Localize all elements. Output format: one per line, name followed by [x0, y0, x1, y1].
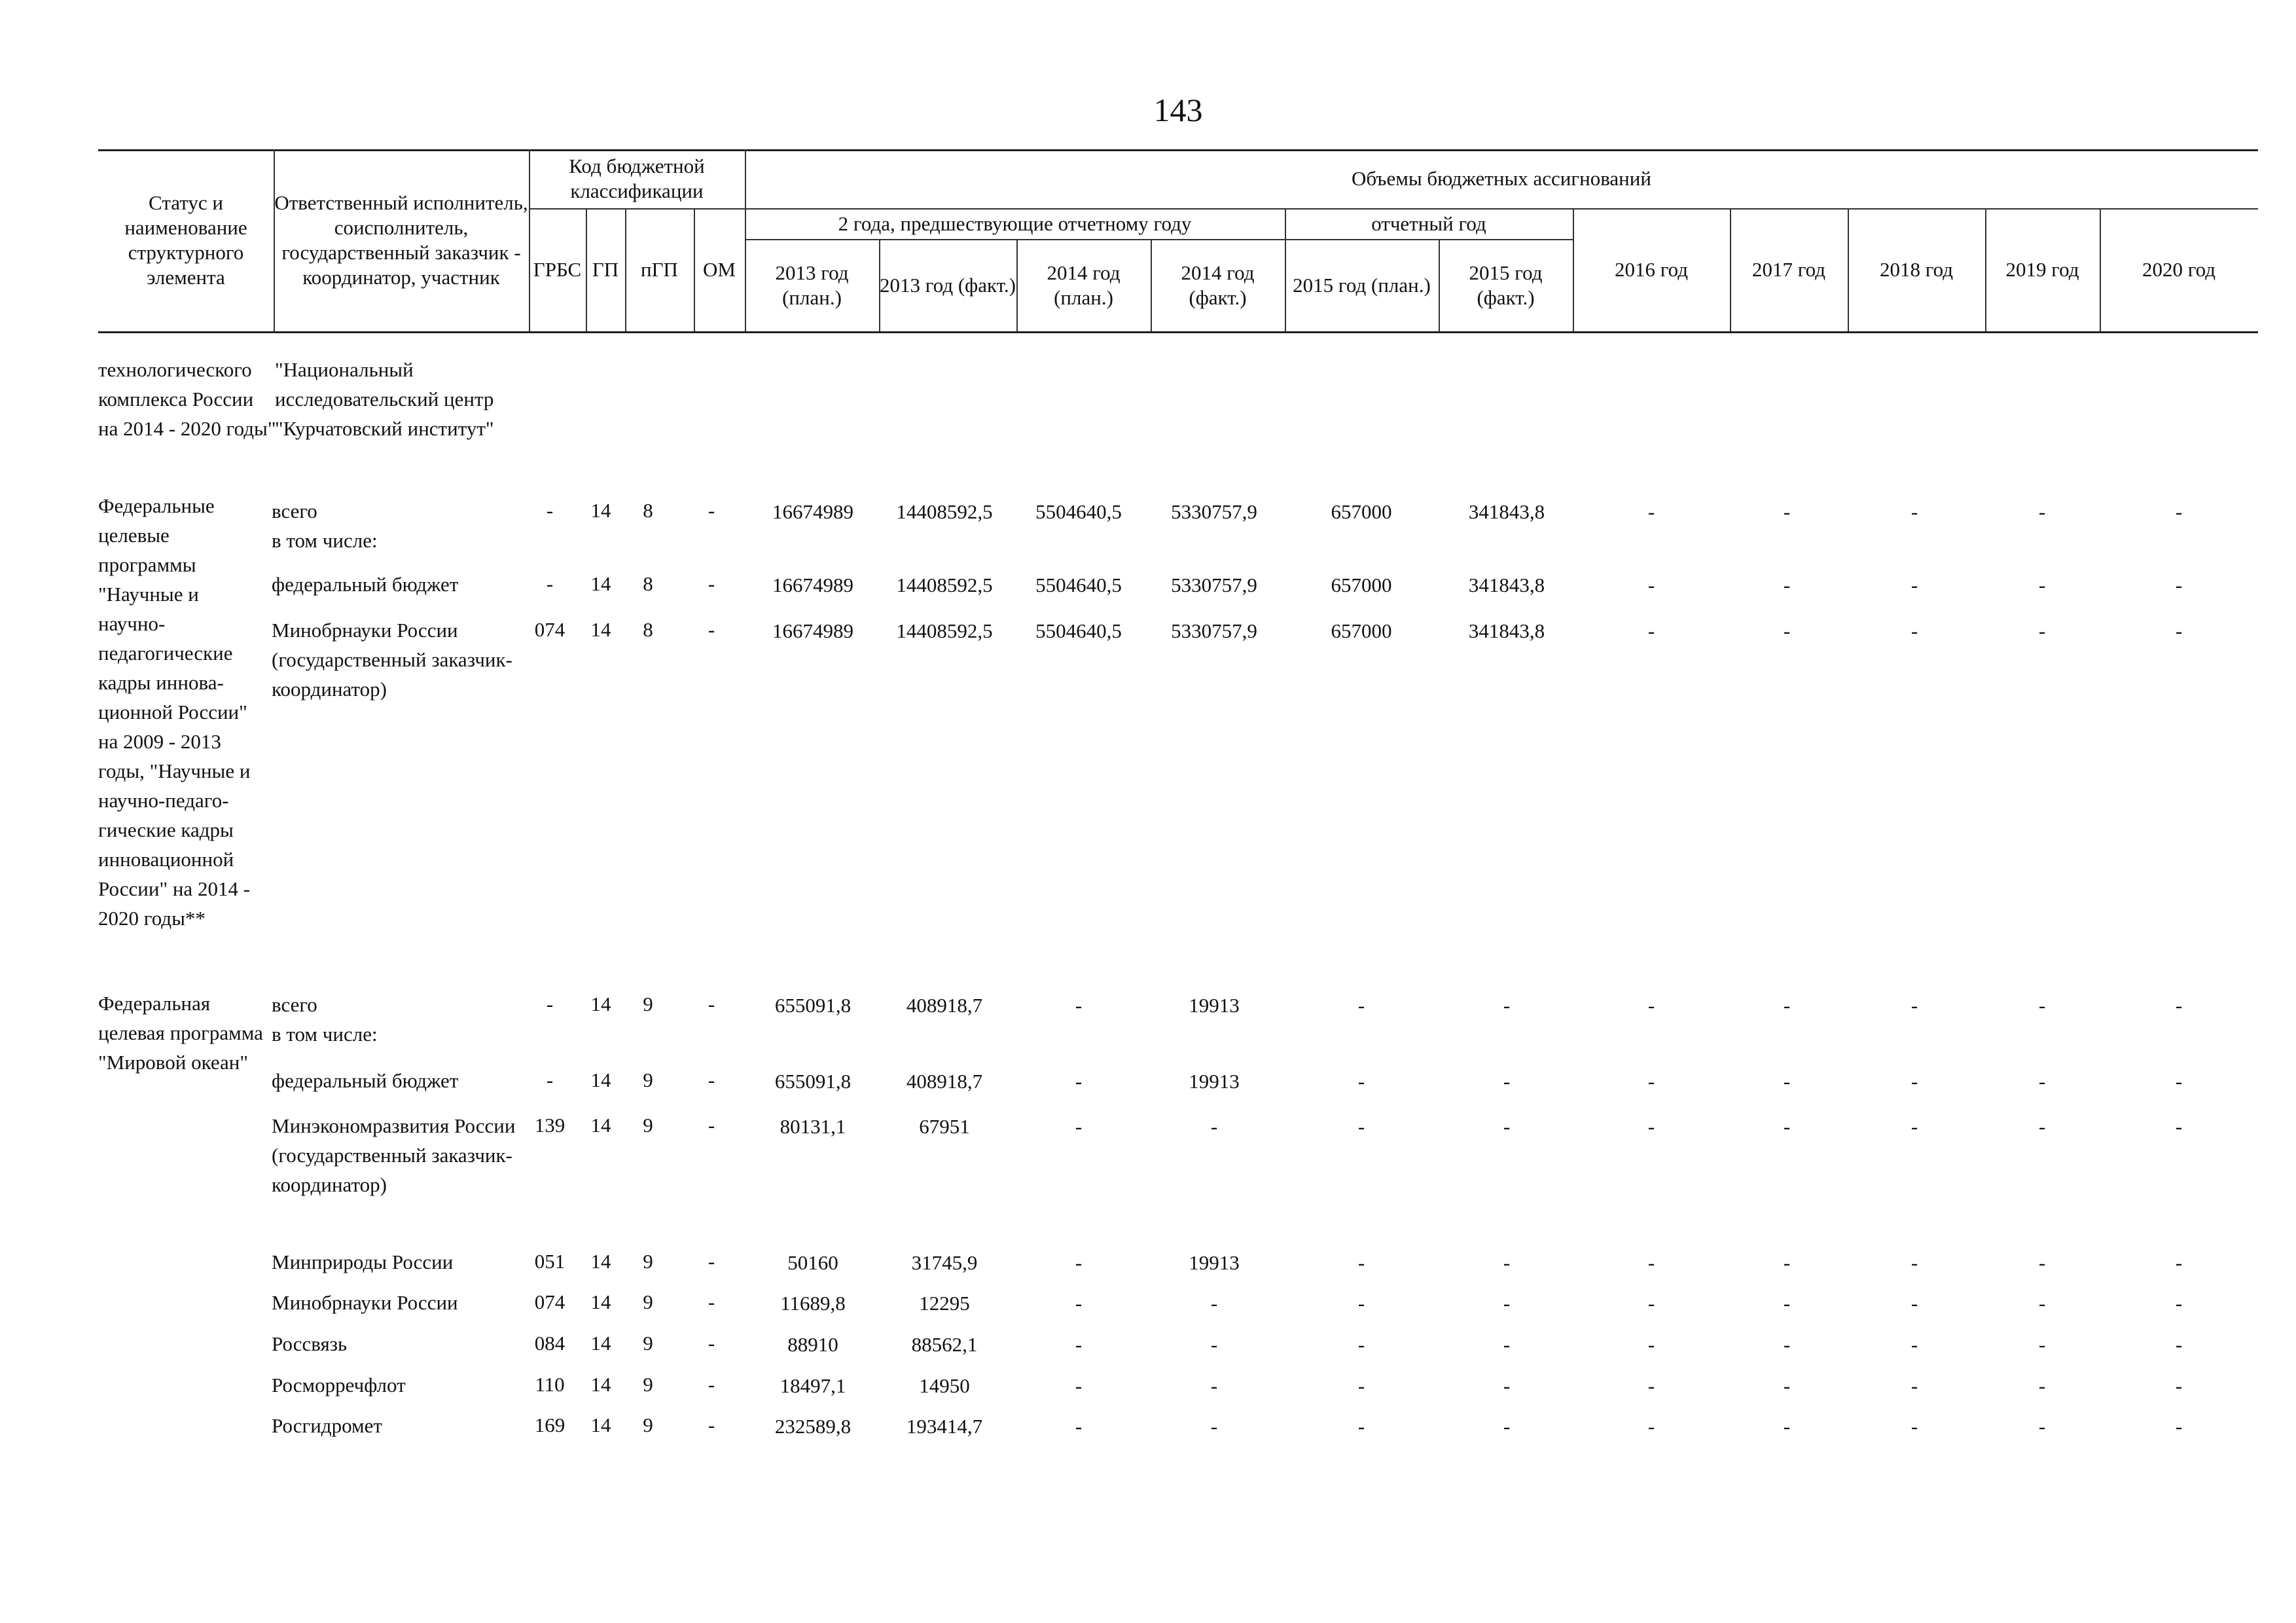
row-code: - [708, 1250, 715, 1273]
row-code: 051 [534, 1250, 565, 1273]
row-value: - [2175, 500, 2183, 523]
row-name: Росморречфлот [272, 1374, 406, 1396]
row-value: - [1647, 1251, 1655, 1274]
header-year-col: 2015 год (факт.) [1469, 261, 1543, 309]
row-value: - [2038, 1251, 2046, 1274]
header-status: Статус и наименование структурного элемента [124, 191, 247, 289]
row-code: 9 [643, 1332, 653, 1355]
row-value: - [1075, 994, 1083, 1017]
row-value: - [1503, 994, 1511, 1017]
row-value: - [2175, 1374, 2183, 1397]
row-code: - [546, 993, 554, 1015]
row-code: - [708, 1290, 715, 1313]
row-value: - [2038, 1292, 2046, 1315]
row-name: Росгидромет [272, 1414, 382, 1437]
row-code: - [546, 1068, 554, 1091]
row-value: - [1075, 1333, 1083, 1356]
row-value: - [2175, 994, 2183, 1017]
row-value: - [1910, 1374, 1918, 1397]
row-value: 16674989 [772, 574, 853, 596]
row-value: - [1783, 619, 1791, 642]
row-value: - [1783, 994, 1791, 1017]
row-value: - [2175, 1070, 2183, 1093]
row-value: 655091,8 [774, 1070, 852, 1093]
row-code: 169 [534, 1413, 565, 1436]
row-value: - [2175, 619, 2183, 642]
block2-status: Федеральная целевая программа "Мировой океан" [98, 992, 263, 1074]
row-name: федеральный бюджет [272, 573, 459, 596]
row-code: 9 [643, 1114, 653, 1137]
row-code: - [708, 1332, 715, 1355]
header-code-grbs: ГРБС [533, 258, 582, 281]
row-code: - [708, 1373, 715, 1396]
row-value: - [1783, 1251, 1791, 1274]
row-value: - [1075, 1415, 1083, 1438]
row-value: - [1647, 1333, 1655, 1356]
row-code: 14 [590, 993, 611, 1015]
row-value: - [1783, 1292, 1791, 1315]
row-value: - [1210, 1292, 1218, 1315]
row-code: 14 [590, 1373, 611, 1396]
row-code: 110 [535, 1373, 565, 1396]
row-code: 14 [590, 1250, 611, 1273]
row-value: 408918,7 [906, 994, 983, 1017]
row-value: - [1357, 1374, 1365, 1397]
row-code: 14 [590, 618, 611, 641]
header-code-pgp: пГП [641, 258, 678, 281]
row-value: - [2175, 1292, 2183, 1315]
row-code: 9 [643, 1068, 653, 1091]
row-value: - [1910, 619, 1918, 642]
row-value: - [2175, 1415, 2183, 1438]
row-value: - [1357, 1415, 1365, 1438]
header-year-col: 2017 год [1751, 258, 1826, 281]
row-code: 8 [643, 572, 653, 595]
header-code-gp: ГП [592, 258, 619, 281]
row-value: - [1503, 1292, 1511, 1315]
row-value: 18497,1 [780, 1374, 846, 1397]
row-code: 14 [590, 1068, 611, 1091]
row-value: - [1210, 1115, 1218, 1138]
row-value: - [1075, 1115, 1083, 1138]
row-code: 8 [643, 618, 653, 641]
row-code: 8 [643, 499, 653, 522]
row-value: - [1647, 619, 1655, 642]
header-bottom-rule [98, 331, 2258, 333]
row-value: - [1910, 1115, 1918, 1138]
row-value: - [1357, 1292, 1365, 1315]
row-value: 5504640,5 [1035, 574, 1122, 596]
row-value: - [1647, 994, 1655, 1017]
row-value: - [1357, 1333, 1365, 1356]
row-value: 19913 [1189, 1251, 1240, 1274]
row-code: 9 [643, 1373, 653, 1396]
row-value: - [1783, 1374, 1791, 1397]
row-value: 14408592,5 [896, 500, 993, 523]
row-value: - [1910, 574, 1918, 596]
row-value: 657000 [1331, 574, 1392, 596]
row-code: - [708, 1068, 715, 1091]
row-value: - [2038, 1333, 2046, 1356]
row-value: 193414,7 [906, 1415, 983, 1438]
row-value: - [1357, 994, 1365, 1017]
row-value: - [2038, 1374, 2046, 1397]
row-name: Минобрнауки России (государственный заказчик-координатор) [272, 619, 512, 701]
row-value: 5330757,9 [1171, 500, 1257, 523]
row-code: 14 [590, 1413, 611, 1436]
row-code: 9 [643, 993, 653, 1015]
row-code: 14 [590, 1114, 611, 1137]
row-code: 074 [534, 1290, 565, 1313]
row-value: - [1503, 1251, 1511, 1274]
row-value: - [2038, 619, 2046, 642]
row-value: 341843,8 [1468, 500, 1545, 523]
header-year-col: 2014 год (факт.) [1181, 261, 1255, 309]
header-year-col: 2019 год [2005, 258, 2079, 281]
block1-status: Федеральные целевые программы "Научные и научно-педагогические кадры иннова-ционной России" на 2009 - 2013 годы, "Научные и научно-педаго-гические кадры инновационной России" на 2014 - 2020 годы** [98, 494, 251, 930]
row-value: 655091,8 [774, 994, 852, 1017]
continuation-executor: "Национальный исследовательский центр "Курчатовский институт" [275, 358, 494, 440]
page-number: 143 [1153, 92, 1203, 128]
row-value: - [1910, 1251, 1918, 1274]
header-year-col: 2013 год (план.) [775, 261, 849, 309]
header-code-om: ОМ [703, 258, 736, 281]
row-value: - [1075, 1251, 1083, 1274]
row-value: - [1503, 1415, 1511, 1438]
row-value: - [2175, 1333, 2183, 1356]
row-value: - [1783, 574, 1791, 596]
row-code: 084 [534, 1332, 565, 1355]
row-value: - [1503, 1070, 1511, 1093]
row-value: - [1210, 1333, 1218, 1356]
row-code: 9 [643, 1250, 653, 1273]
row-value: - [1647, 1115, 1655, 1138]
row-value: - [2038, 1115, 2046, 1138]
row-value: - [1357, 1251, 1365, 1274]
row-name: Минэкономразвития России (государственный заказчик-координатор) [272, 1114, 516, 1196]
row-value: 5504640,5 [1035, 619, 1122, 642]
row-value: - [1075, 1374, 1083, 1397]
row-value: - [1910, 1415, 1918, 1438]
row-value: - [1647, 500, 1655, 523]
row-value: 88562,1 [911, 1333, 978, 1356]
row-code: - [708, 993, 715, 1015]
row-value: 408918,7 [906, 1070, 983, 1093]
continuation-status: технологического комплекса России на 2014 - 2020 годы" [98, 358, 276, 440]
header-year-col: 2020 год [2142, 258, 2216, 281]
row-name: федеральный бюджет [272, 1069, 459, 1092]
row-code: 9 [643, 1290, 653, 1313]
row-value: - [1357, 1070, 1365, 1093]
row-value: 5504640,5 [1035, 500, 1122, 523]
row-name: Россвязь [272, 1332, 348, 1355]
row-value: - [1910, 994, 1918, 1017]
row-value: - [1647, 1070, 1655, 1093]
row-value: - [2038, 994, 2046, 1017]
row-name: всего в том числе: [272, 993, 378, 1046]
row-value: 14408592,5 [896, 619, 993, 642]
row-value: 14950 [919, 1374, 970, 1397]
row-code: 9 [643, 1413, 653, 1436]
row-value: 16674989 [772, 500, 853, 523]
row-value: - [2175, 1251, 2183, 1274]
row-value: - [2038, 1415, 2046, 1438]
row-value: 80131,1 [780, 1115, 846, 1138]
row-code: 14 [590, 1290, 611, 1313]
header-volumes-group: Объемы бюджетных ассигнований [1352, 167, 1651, 190]
row-value: - [1783, 1070, 1791, 1093]
row-value: - [1910, 1070, 1918, 1093]
row-value: 341843,8 [1468, 574, 1545, 596]
header-year-col: 2015 год (план.) [1293, 273, 1431, 297]
row-value: - [1075, 1070, 1083, 1093]
row-value: - [1783, 500, 1791, 523]
row-value: - [1910, 500, 1918, 523]
row-value: - [1783, 1333, 1791, 1356]
row-code: 074 [534, 618, 565, 641]
row-value: - [2175, 574, 2183, 596]
header-year-col: 2016 год [1614, 258, 1689, 281]
row-value: - [1075, 1292, 1083, 1315]
row-code: - [708, 618, 715, 641]
row-code: - [546, 572, 554, 595]
row-value: - [1647, 574, 1655, 596]
row-code: 14 [590, 499, 611, 522]
row-name: Минобрнауки России [272, 1291, 458, 1314]
row-code: 139 [534, 1114, 565, 1137]
row-value: 14408592,5 [896, 574, 993, 596]
row-value: - [1910, 1333, 1918, 1356]
row-value: - [2175, 1115, 2183, 1138]
row-code: 14 [590, 1332, 611, 1355]
row-value: - [2038, 1070, 2046, 1093]
row-value: - [1910, 1292, 1918, 1315]
row-name: Минприроды России [272, 1250, 454, 1273]
row-value: - [2038, 574, 2046, 596]
header-year-col: 2014 год (план.) [1047, 261, 1121, 309]
header-report-year: отчетный год [1371, 211, 1486, 235]
row-value: 12295 [919, 1292, 970, 1315]
row-value: - [1210, 1374, 1218, 1397]
header-year-col: 2018 год [1879, 258, 1954, 281]
row-value: 16674989 [772, 619, 853, 642]
row-code: - [708, 572, 715, 595]
row-value: - [1647, 1292, 1655, 1315]
row-code: - [708, 1413, 715, 1436]
row-code: - [708, 1114, 715, 1137]
row-code: 14 [590, 572, 611, 595]
header-code-group: Код бюджетной классификации [569, 155, 705, 202]
row-value: 19913 [1189, 1070, 1240, 1093]
row-value: 341843,8 [1468, 619, 1545, 642]
header-executor: Ответственный исполнитель, соисполнитель, государственный заказчик - координатор, участник [274, 191, 528, 289]
row-value: 19913 [1189, 994, 1240, 1017]
row-value: 5330757,9 [1171, 574, 1257, 596]
row-value: - [1783, 1415, 1791, 1438]
row-value: - [1503, 1374, 1511, 1397]
header-prev-years: 2 года, предшествующие отчетному году [838, 211, 1192, 235]
header-year-col: 2013 год (факт.) [880, 273, 1016, 297]
row-value: 657000 [1331, 500, 1392, 523]
row-name: всего в том числе: [272, 500, 378, 552]
row-value: - [1503, 1115, 1511, 1138]
row-value: 31745,9 [911, 1251, 978, 1274]
row-value: - [1783, 1115, 1791, 1138]
row-value: 5330757,9 [1171, 619, 1257, 642]
row-code: - [546, 499, 554, 522]
row-value: - [1503, 1333, 1511, 1356]
row-value: - [1647, 1415, 1655, 1438]
row-value: - [1647, 1374, 1655, 1397]
row-value: 11689,8 [780, 1292, 846, 1315]
row-value: - [1210, 1415, 1218, 1438]
row-value: - [2038, 500, 2046, 523]
row-value: 50160 [787, 1251, 838, 1274]
row-value: 657000 [1331, 619, 1392, 642]
row-value: 88910 [787, 1333, 838, 1356]
row-value: 232589,8 [774, 1415, 852, 1438]
row-value: 67951 [919, 1115, 970, 1138]
row-value: - [1357, 1115, 1365, 1138]
row-code: - [708, 499, 715, 522]
